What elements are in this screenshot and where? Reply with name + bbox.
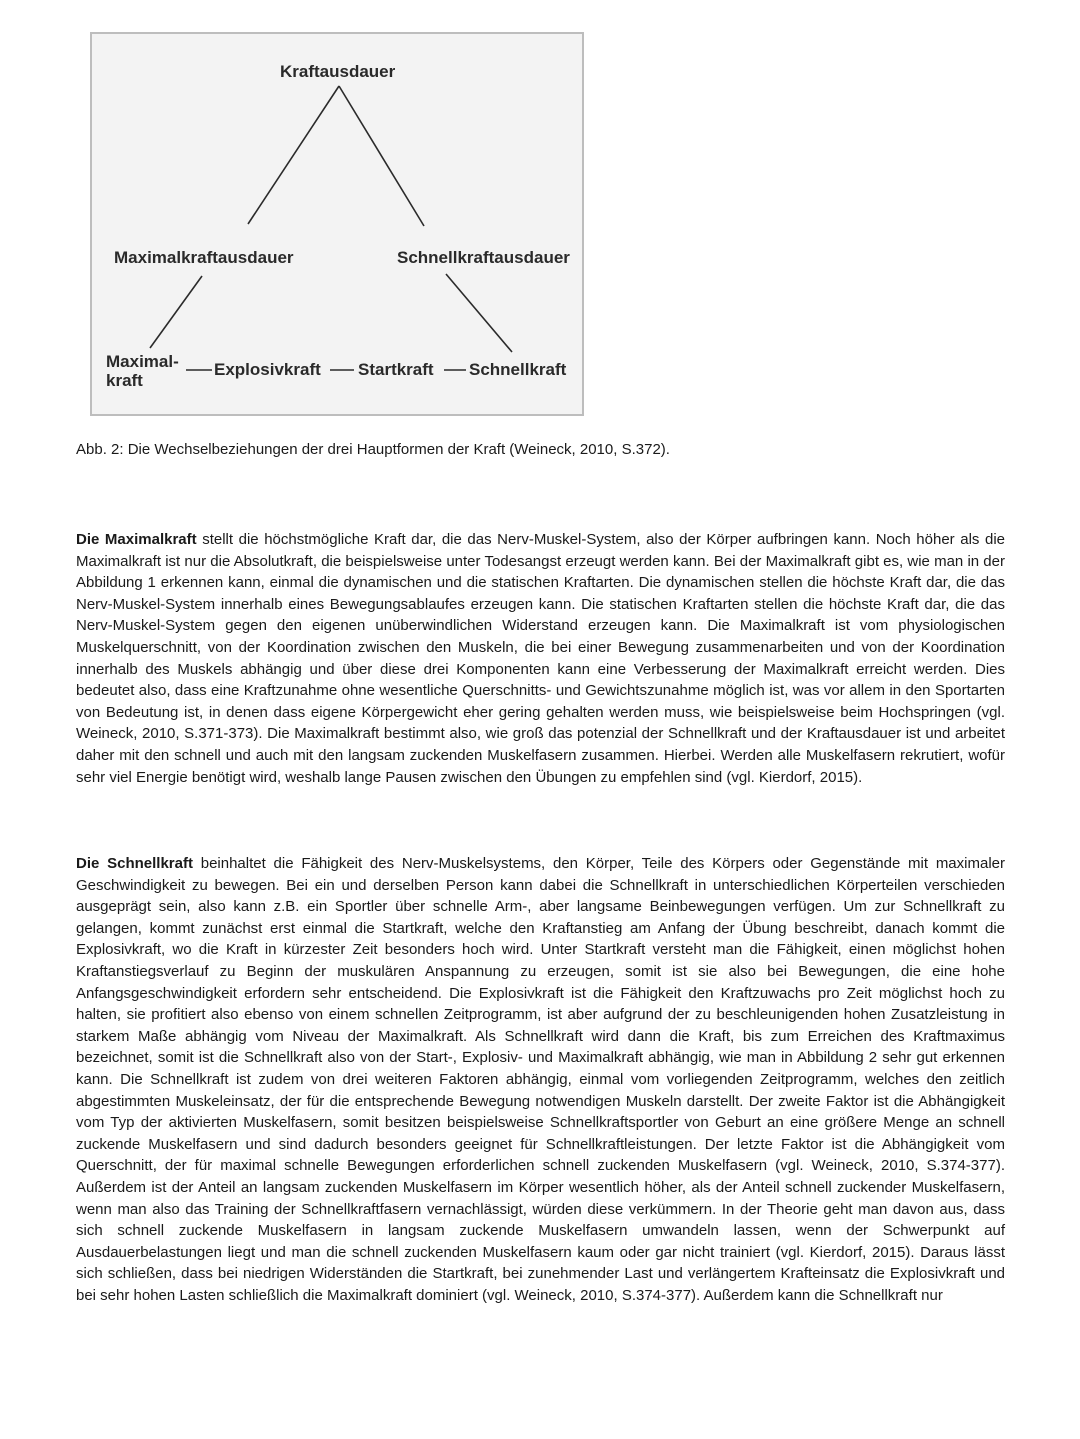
paragraph-text: beinhaltet die Fähigkeit des Nerv-Muskelsystems, den Körper, Teile des Körpers oder Gegenstände mit maximaler Geschwindigkeit zu bewegen. Bei ein und derselben Person kann dabei die Schnellkraft in unterschiedlichen Körperteilen verschieden ausgeprägt sein, also kann z.B. ein Sportler über schnelle Arm-, aber langsame Beinbewegungen verfügen. Um zur Schnellkraft zu gelangen, kommt zunächst erst einmal die Startkraft, welche den Kraftanstieg am Anfang der Übung beschreibt, danach kommt die Explosivkraft, wo die Kraft in kürzester Zeit besonders hoch wird. Unter Startkraft versteht man die Fähigkeit, einen möglichst hohen Kraftanstiegsverlauf zu Beginn der muskulären Anspannung zu erzeugen, somit ist sie also bei Bewegungen, die eine hohe Anfangsgeschwindigkeit erfordern sehr entscheidend. Die Explosivkraft ist die Fähigkeit den Kraftzuwachs pro Zeit möglichst hoch zu halten, sie profitiert also ebenso von einem schnellen Zeitprogramm, ist aber aufgrund der zu beschleunigenden hohen Zusatzleistung in starkem Maße abhängig vom Niveau der Maximalkraft. Als Schnellkraft wird dann die Kraft, bis zum Erreichen des Kraftmaximus bezeichnet, somit ist die Schnellkraft also von der Start-, Explosiv- und Maximalkraft abhängig, wie man in Abbildung 2 sehr gut erkennen kann. Die Schnellkraft ist zudem von drei weiteren Faktoren abhängig, einmal vom vorliegenden Zeitprogramm, welches den zeitlich abgestimmten Muskeleinsatz, der für die entsprechende Bewegung notwendigen Muskeln darstellt. Der zweite Faktor ist die Abhängigkeit vom Typ der aktivierten Muskelfasern, somit besitzen beispielsweise Schnellkraftsportler von Geburt an eine größere Menge an schnell zuckende Muskelfasern und sind dadurch besonders geeignet für Schnellkraftleistungen. Der letzte Faktor ist die Abhängigkeit vom Querschnitt, der für maximal schnelle Bewegungen erforderlichen schnell zuckenden Muskelfasern (vgl. Weineck, 2010, S.374-377). Außerdem ist der Anteil an langsam zuckenden Muskelfasern im Körper wesentlich höher, als der Anteil schnell zuckender Muskelfasern, wenn man also das Training der Schnellkraftfasern vernachlässigt, würden diese verkümmern. In der Theorie geht man davon aus, dass sich schnell zuckende Muskelfasern in langsam zuckende Muskelfasern umwandeln lassen, wenn der Schwerpunkt auf Ausdauerbelastungen liegt und man die schnell zuckenden Muskelfasern kaum oder gar nicht trainiert (vgl. Kierdorf, 2015). Daraus lässt sich schließen, dass bei niedrigen Widerständen die Startkraft, bei zunehmender Last und verlängertem Krafteinsatz die Explosivkraft und bei sehr hohen Lasten schließlich die Maximalkraft dominiert (vgl. Weineck, 2010, S.374-377). Außerdem kann die Schnellkraft nur — [76, 855, 1005, 1304]
paragraph-schnellkraft — [76, 853, 1005, 1306]
paragraph-text: stellt die höchstmögliche Kraft dar, die das Nerv-Muskel-System, also der Körper aufbringen kann. Noch höher als die Maximalkraft ist nur die Absolutkraft, die beispielsweise unter Todesangst erzeugt werden kann. Bei der Maximalkraft gibt es, wie man in der Abbildung 1 erkennen kann, einmal die dynamischen und die statischen Kraftarten. Die dynamischen stellen die höchste Kraft dar, die das Nerv-Muskel-System innerhalb eines Bewegungsablaufes erzeugen kann. Die statischen Kraftarten stellen die höchste Kraft dar, die das Nerv-Muskel-System gegen den eigenen unüberwindlichen Widerstand erzeugen kann. Die Maximalkraft ist vom physiologischen Muskelquerschnitt, von der Koordination zwischen den Muskeln, die bei einer Bewegung zusammenarbeiten und von der Koordination innerhalb des Muskels abhängig und über diese drei Komponenten kann eine Verbesserung der Maximalkraft erreicht werden. Dies bedeutet also, dass eine Kraftzunahme ohne wesentliche Querschnitts- und Gewichtszunahme möglich ist, was vor allem in den Sportarten von Bedeutung ist, in denen dass eigene Körpergewicht eher gering gehalten werden muss, wie beispielsweise beim Hochspringen (vgl. Weineck, 2010, S.371-373). Die Maximalkraft bestimmt also, wie groß das potenzial der Schnellkraft und der Kraftausdauer ist und arbeitet daher mit den schnell und auch mit den langsam zuckenden Muskelfasern zusammen. Hierbei. Werden alle Muskelfasern rekrutiert, wofür sehr viel Energie benötigt wird, weshalb lange Pausen zwischen den Übungen zu empfehlen sind (vgl. Kierdorf, 2015). — [76, 531, 1005, 786]
node-startkraft: Startkraft — [358, 360, 434, 379]
paragraph-maximalkraft — [76, 529, 1005, 788]
paragraph-lead: Die Schnellkraft — [76, 855, 193, 872]
node-maximalkraft: Maximal- kraft — [106, 352, 179, 390]
paragraph-lead: Die Maximalkraft — [76, 531, 197, 548]
line-top-left — [248, 86, 339, 224]
node-maximalkraftausdauer: Maximalkraftausdauer — [114, 248, 294, 267]
node-schnellkraftausdauer: Schnellkraftausdauer — [397, 248, 570, 267]
node-explosivkraft: Explosivkraft — [214, 360, 321, 379]
line-left-down — [150, 276, 202, 348]
figure-caption: Abb. 2: Die Wechselbeziehungen der drei Hauptformen der Kraft (Weineck, 2010, S.372). — [76, 441, 670, 458]
node-schnellkraft: Schnellkraft — [469, 360, 567, 379]
line-right-down — [446, 274, 512, 352]
node-kraftausdauer: Kraftausdauer — [280, 62, 396, 81]
figure-diagram — [90, 32, 584, 416]
line-top-right — [339, 86, 424, 226]
